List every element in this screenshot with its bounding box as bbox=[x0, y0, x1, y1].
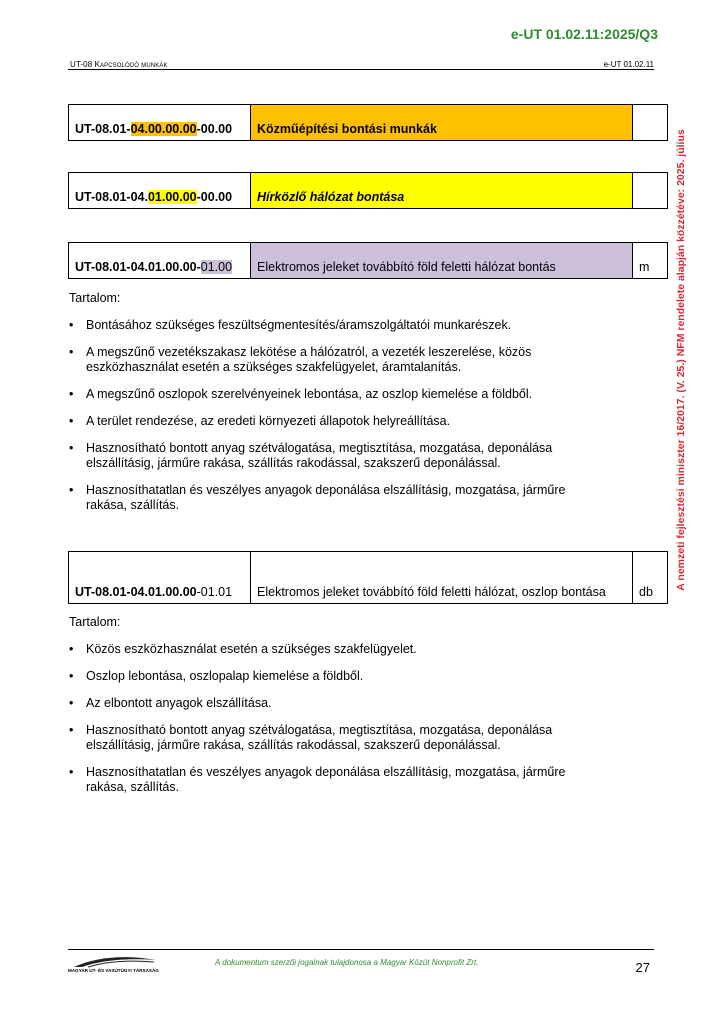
code-highlight: 01.00 bbox=[200, 260, 233, 274]
header-divider bbox=[68, 69, 654, 70]
item-unit bbox=[633, 105, 668, 141]
item-code bbox=[69, 173, 251, 209]
list-item: • Oszlop lebontása, oszlopalap kiemelése a földből. bbox=[68, 669, 608, 684]
code-part: -00.00 bbox=[196, 190, 233, 204]
item-table-level3 bbox=[68, 242, 668, 279]
document-code: e-UT 01.02.11:2025/Q3 bbox=[510, 26, 658, 42]
item-code bbox=[69, 243, 251, 279]
item-code bbox=[69, 105, 251, 141]
list-item: • Bontásához szükséges feszültségmentesítés/áramszolgáltatói munkarészek. bbox=[68, 318, 608, 333]
list-item: • A terület rendezése, az eredeti környezeti állapotok helyreállítása. bbox=[68, 414, 608, 429]
item-table-level2 bbox=[68, 172, 668, 209]
code-part: UT-08.01- bbox=[75, 122, 131, 136]
code-highlight: 04.00.00.00 bbox=[130, 122, 197, 136]
contents-label: Tartalom: bbox=[69, 615, 121, 629]
list-item: • Hasznosíthatatlan és veszélyes anyagok deponálása elszállításig, mozgatása, járműre rakása, szállítás. bbox=[68, 765, 608, 795]
contents-list bbox=[68, 318, 608, 525]
item-table-level4 bbox=[68, 551, 668, 604]
item-description: Elektromos jeleket továbbító föld feletti hálózat, oszlop bontása bbox=[251, 552, 633, 604]
item-description: Hírközlő hálózat bontása bbox=[251, 173, 633, 209]
item-code bbox=[69, 552, 251, 604]
item-description: Közműépítési bontási munkák bbox=[251, 105, 633, 141]
logo-text: MAGYAR ÚT- ÉS VASÚTÜGYI TÁRSASÁG bbox=[68, 968, 159, 973]
code-part: -00.00 bbox=[196, 122, 233, 136]
code-part: UT-08.01-04. bbox=[75, 190, 148, 204]
code-highlight: 01.00.00 bbox=[147, 190, 197, 204]
contents-list bbox=[68, 642, 608, 807]
publisher-logo bbox=[68, 954, 160, 978]
copyright-notice: A dokumentum szerzői jogainak tulajdonosa a Magyar Közút Nonprofit Zrt. bbox=[215, 958, 479, 967]
list-item: • Hasznosíthatatlan és veszélyes anyagok deponálása elszállításig, mozgatása, járműre rakása, szállítás. bbox=[68, 483, 608, 513]
list-item: • Közös eszközhasználat esetén a szükséges szakfelügyelet. bbox=[68, 642, 608, 657]
footer-divider bbox=[68, 949, 654, 950]
item-unit bbox=[633, 173, 668, 209]
item-unit: db bbox=[633, 552, 668, 604]
item-description: Elektromos jeleket továbbító föld feletti hálózat bontás bbox=[251, 243, 633, 279]
logo-swoosh-icon bbox=[68, 954, 160, 968]
list-item: • Az elbontott anyagok elszállítása. bbox=[68, 696, 608, 711]
list-item: • Hasznosítható bontott anyag szétválogatása, megtisztítása, mozgatása, deponálása elszállításig, járműre rakása, szállítás rakodással, szakszerű deponálással. bbox=[68, 441, 608, 471]
item-unit: m bbox=[633, 243, 668, 279]
contents-label: Tartalom: bbox=[69, 291, 121, 305]
list-item: • A megszűnő oszlopok szerelvényeinek lebontása, az oszlop kiemelése a földből. bbox=[68, 387, 608, 402]
page-number: 27 bbox=[635, 960, 650, 975]
code-part: -01.01 bbox=[196, 585, 233, 599]
code-part: UT-08.01-04.01.00.00- bbox=[75, 260, 201, 274]
list-item: • Hasznosítható bontott anyag szétválogatása, megtisztítása, mozgatása, deponálása elszállításig, járműre rakása, szállítás rakodással, szakszerű deponálással. bbox=[68, 723, 608, 753]
code-part: UT-08.01-04.01.00.00 bbox=[75, 585, 197, 599]
document-reference: e-UT 01.02.11 bbox=[603, 60, 654, 69]
list-item: • A megszűnő vezetékszakasz lekötése a hálózatról, a vezeték leszerelése, közös eszközhasználat esetén a szükséges szakfelügyelet, áramtalanítás. bbox=[68, 345, 608, 375]
section-title: Kapcsolódó munkák bbox=[94, 60, 168, 69]
section-prefix: UT-08 bbox=[70, 60, 95, 69]
publication-note: A nemzeti fejlesztési miniszter 16/2017. (V. 25.) NFM rendelete alapján közzétéve: 2025. július bbox=[675, 129, 687, 591]
item-table-level1 bbox=[68, 104, 668, 141]
section-header bbox=[70, 60, 168, 69]
